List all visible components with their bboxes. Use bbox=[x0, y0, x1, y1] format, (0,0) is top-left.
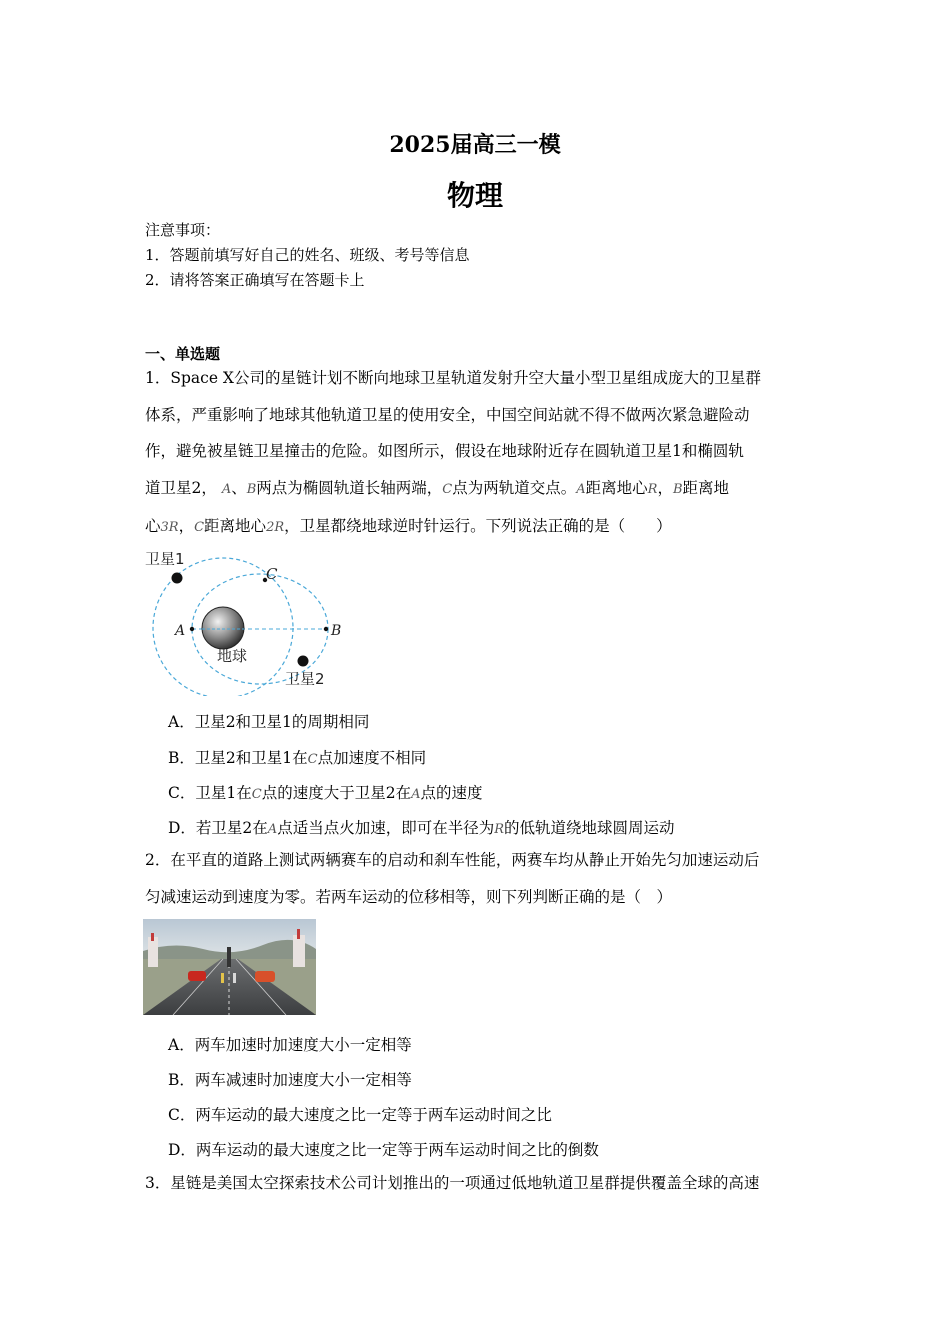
label-satellite-2: 卫星2 bbox=[285, 670, 325, 688]
notes-item: 2．请将答案正确填写在答题卡上 bbox=[145, 271, 365, 289]
symbol-A: A bbox=[267, 822, 278, 837]
q1-option-b: B．卫星2和卫星1在C点加速度不相同 bbox=[168, 749, 427, 767]
q1-option-c: C．卫星1在C点的速度大于卫星2在A点的速度 bbox=[168, 784, 483, 802]
q3-line: 3．星链是美国太空探索技术公司计划推出的一项通过低地轨道卫星群提供覆盖全球的高速 bbox=[145, 1174, 760, 1192]
point-B bbox=[324, 627, 328, 631]
earth bbox=[202, 607, 244, 649]
subject-title: 物理 bbox=[446, 179, 503, 212]
q1-line: 1．Space X公司的星链计划不断向地球卫星轨道发射升空大量小型卫星组成庞大的卫星群 bbox=[145, 369, 761, 387]
symbol-R: R bbox=[647, 481, 658, 497]
question-2 bbox=[145, 842, 810, 915]
q2-option-b: B．两车减速时加速度大小一定相等 bbox=[168, 1071, 412, 1089]
notes-heading: 注意事项： bbox=[145, 221, 221, 239]
q2-option-a: A．两车加速时加速度大小一定相等 bbox=[168, 1036, 412, 1054]
q1-option-d: D．若卫星2在A点适当点火加速，即可在半径为R的低轨道绕地球圆周运动 bbox=[168, 819, 675, 837]
symbol-C: C bbox=[442, 481, 453, 497]
symbol-B: B bbox=[672, 481, 683, 497]
label-satellite-1: 卫星1 bbox=[145, 550, 185, 568]
q1-line: 心3R，C距离地心2R，卫星都绕地球逆时针运行。下列说法正确的是（ ） bbox=[145, 517, 672, 535]
point-A bbox=[190, 627, 194, 631]
symbol-A: A bbox=[576, 481, 586, 497]
label-C: C bbox=[266, 565, 278, 583]
symbol-3R: 3R bbox=[160, 520, 179, 535]
section-title: 一、单选题 bbox=[145, 345, 221, 363]
symbol-A: A bbox=[221, 481, 232, 497]
q1-line: 作，避免被星链卫星撞击的危险。如图所示，假设在地球附近存在圆轨道卫星1和椭圆轨 bbox=[145, 442, 744, 460]
symbol-C: C bbox=[307, 752, 318, 767]
symbol-B: B bbox=[246, 481, 257, 497]
q2-option-d: D．两车运动的最大速度之比一定等于两车运动时间之比的倒数 bbox=[168, 1141, 599, 1159]
q1-line: 体系，严重影响了地球其他轨道卫星的使用安全，中国空间站就不得不做两次紧急避险动 bbox=[145, 405, 750, 424]
label-A: A bbox=[175, 623, 186, 639]
drag-race-photo bbox=[143, 919, 316, 1015]
q2-option-c: C．两车运动的最大速度之比一定等于两车运动时间之比 bbox=[168, 1106, 552, 1124]
satellite-1 bbox=[172, 573, 183, 584]
q2-line: 2．在平直的道路上测试两辆赛车的启动和刹车性能，两赛车均从静止开始先匀加速运动后 bbox=[145, 851, 760, 869]
notes-block bbox=[145, 218, 470, 293]
exam-title: 2025届高三一模 bbox=[389, 132, 561, 158]
symbol-C: C bbox=[251, 787, 262, 802]
label-earth: 地球 bbox=[217, 647, 248, 665]
satellite-2 bbox=[298, 656, 309, 667]
orbit-diagram bbox=[145, 546, 355, 700]
symbol-C: C bbox=[194, 520, 205, 535]
q1-line: 道卫星2， A、B两点为椭圆轨道长轴两端，C点为两轨道交点。A距离地心R，B距离地 bbox=[145, 478, 730, 497]
q1-option-a: A．卫星2和卫星1的周期相同 bbox=[168, 713, 370, 731]
question-3 bbox=[145, 1165, 810, 1202]
notes-item: 1．答题前填写好自己的姓名、班级、考号等信息 bbox=[145, 246, 470, 264]
q2-line: 匀减速运动到速度为零。若两车运动的位移相等，则下列判断正确的是（ ） bbox=[145, 887, 673, 906]
symbol-2R: 2R bbox=[266, 520, 285, 535]
question-1 bbox=[145, 360, 810, 547]
symbol-R: R bbox=[494, 822, 504, 837]
symbol-A: A bbox=[411, 787, 421, 802]
label-B: B bbox=[331, 623, 342, 639]
